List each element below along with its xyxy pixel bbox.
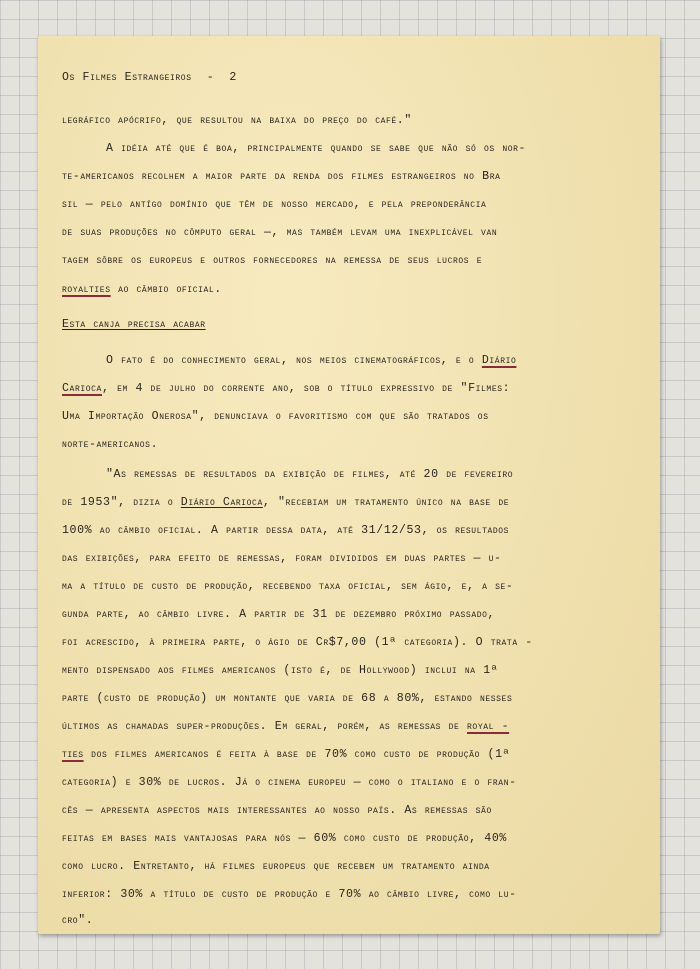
underlined-term-diario-carioca: Diário Carioca bbox=[180, 496, 263, 509]
text-line-9: O fato é do conhecimento geral, nos meios cinematográficos, e o Diário bbox=[106, 354, 517, 367]
text-line-27: como lucro. Entretanto, há filmes europeus que recebem um tratamento ainda bbox=[62, 860, 490, 873]
text-line-12: norte-americanos. bbox=[62, 438, 159, 451]
text-line-24: categoria) e 30% de lucros. Já o cinema europeu — como o italiano e o fran- bbox=[62, 776, 517, 789]
typewritten-page bbox=[38, 36, 660, 934]
text-line-28: inferior: 30% a título de custo de produção e 70% ao câmbio livre, como lu- bbox=[62, 888, 517, 901]
text-line-19: foi acrescido, à primeira parte, o ágio de Cr$7,00 (1ª categoria). O trata - bbox=[62, 636, 533, 649]
underlined-term-royal: royal - bbox=[467, 720, 510, 733]
text-line-18: gunda parte, ao câmbio livre. A partir de 31 de dezembro próximo passado, bbox=[62, 608, 496, 621]
text-line-7: royalties ao câmbio oficial. bbox=[62, 283, 222, 296]
section-heading: Esta canja precisa acabar bbox=[62, 318, 206, 331]
text-line-21: parte (custo de produção) um montante que varia de 68 a 80%, estando nesses bbox=[62, 692, 513, 705]
text-line-4: sil — pelo antígo domínio que têm de nosso mercado, e pela preponderância bbox=[62, 198, 487, 211]
text-line-25: cês — apresenta aspectos mais interessantes ao nosso país. As remessas são bbox=[62, 804, 492, 817]
text-line-6: tagem sôbre os europeus e outros fornecedores na remessa de seus lucros e bbox=[62, 254, 483, 267]
text-line-1: legráfico apócrifo, que resultou na baixa do preço do café." bbox=[62, 114, 412, 127]
text-line-15: 100% ao câmbio oficial. A partir dessa data, até 31/12/53, os resultados bbox=[62, 524, 510, 537]
text-line-3: te-americanos recolhem a maior parte da renda dos filmes estrangeiros no Bra bbox=[62, 170, 501, 183]
text-line-11: Uma Importação Onerosa", denunciava o favoritismo com que são tratados os bbox=[62, 410, 489, 423]
text-line-17: ma a título de custo de produção, recebendo taxa oficial, sem ágio, e, a se- bbox=[62, 580, 514, 593]
text-line-26: feitas em bases mais vantajosas para nós — 60% como custo de produção, 40% bbox=[62, 832, 507, 845]
text-line-22: últimos as chamadas super-produções. Em geral, porém, as remessas de royal - bbox=[62, 720, 510, 733]
underlined-term-royalties: royalties bbox=[62, 283, 111, 296]
underlined-term-diario: Diário bbox=[481, 354, 517, 367]
underlined-term-carioca: Carioca bbox=[62, 382, 102, 395]
text-line-5: de suas produções no cômputo geral —, mas também levam uma inexplicável van bbox=[62, 226, 498, 239]
text-line-14: de 1953", dizia o Diário Carioca, "recebiam um tratamento único na base de bbox=[62, 496, 510, 509]
text-line-2: A idéia até que é boa, principalmente quando se sabe que não só os nor- bbox=[106, 142, 527, 155]
text-line-20: mento dispensado aos filmes americanos (isto é, de Hollywood) inclui na 1ª bbox=[62, 664, 499, 677]
text-line-13: "As remessas de resultados da exibição de filmes, até 20 de fevereiro bbox=[106, 468, 514, 481]
text-line-16: das exibições, para efeito de remessas, foram divididos em duas partes — u- bbox=[62, 552, 502, 565]
underlined-term-ties: ties bbox=[62, 748, 84, 761]
text-line-23: ties dos filmes americanos é feita à base de 70% como custo de produção (1ª bbox=[62, 748, 511, 761]
text-line-29: cro". bbox=[62, 914, 94, 927]
text-line-10: Carioca, em 4 de julho do corrente ano, sob o título expressivo de "Filmes: bbox=[62, 382, 511, 395]
page-header: Os Filmes Estrangeiros - 2 bbox=[62, 71, 237, 84]
